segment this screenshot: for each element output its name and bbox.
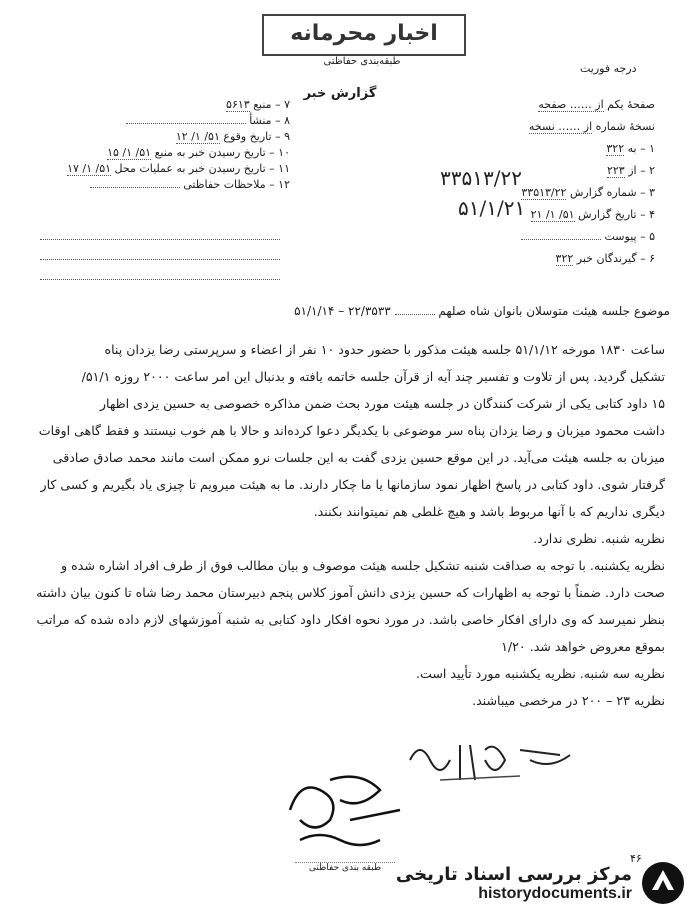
- watermark-text: [396, 864, 632, 903]
- body-line: داشت محمود میزبان و رضا یزدان پناه سر موضوعی با یکدیگر دعوا کرده‌اند و حالا با هم خوب نیستند و فقط گاهی اوقات: [38, 423, 665, 438]
- note-23: نظریه ۲۳ – ۲۰۰ در مرخصی میباشند.: [472, 693, 665, 708]
- footer-classification: طبقه بندی حفاظتی: [295, 862, 395, 873]
- field-row: ۶ – گیرندگان خبر ۳۲۲: [555, 252, 655, 265]
- subject-line: موضوع جلسه هیئت متوسلان بانوان شاه صلهم ۲۲/۳۵۳۳ – ۵۱/۱/۱۴: [294, 304, 670, 318]
- note-yekshanbe: نظریه یکشنبه. با توجه به صداقت شنبه تشکیل جلسه هیئت موصوف و بیان مطالب فوق از طرف افراد اشاره شده و صحت دارد. ضمناً با توجه به اظهارات که حسین یزدی دانش آموز کلاس پنجم دبیرستان محمد رضا شاه تا کنون بیان داشته بنظر نمیرسد که وی دارای افکار خاصی باشد. در مورد نحوه افکار داود کتابی به شنبه آموزشهای لازم داده شده که مراتب بموقع معروض خواهد شد. ۱/۲۰: [36, 558, 665, 654]
- field-row: ۲ – از ۲۲۳: [606, 164, 655, 177]
- body-line: ۱۵ داود کتابی یکی از شرکت کنندگان در جلسه هیئت مورد بحث ضمن مذاکره خصوصی به حسین یزدی اظهار: [99, 396, 665, 411]
- classification-stamp: اخبار محرمانه: [262, 14, 466, 56]
- blank-line: [40, 264, 280, 280]
- field-row: ۵ – پیوست: [415, 230, 655, 252]
- field-row: ۹ – تاریخ وقوع ۵۱/ ۱/ ۱۲: [175, 130, 290, 143]
- body-line: ساعت ۱۸۳۰ مورخه ۵۱/۱/۱۲ جلسه هیئت مذکور با حضور حدود ۱۰ نفر از اعضاء و سرپرستی رضا یزدان پناه: [104, 342, 665, 357]
- site-url: historydocuments.ir: [478, 884, 632, 902]
- body-line: گرفتار شوی. داود کتابی در پاسخ اظهار نمود سازمانها یا ما چکار دارند. ما به هیئت میرویم تا چیزی یاد بگیریم و کسی کار: [40, 477, 665, 492]
- archive-logo-icon: [640, 860, 686, 906]
- field-row: ۸ – منشأ: [40, 114, 290, 130]
- note-shanbe: نظریه شنبه. نظری ندارد.: [533, 531, 665, 546]
- field-row: ۴ – تاریخ گزارش ۵۱/ ۱/ ۲۱: [530, 208, 655, 221]
- field-row: ۷ – منبع ۵۶۱۳: [226, 98, 290, 111]
- field-row: ۱۲ – ملاحظات حفاظتی: [40, 178, 290, 194]
- field-row: ۱۱ – تاریخ رسیدن خبر به عملیات محل ۵۱/ ۱/ ۱۷: [67, 162, 290, 175]
- blank-line: [40, 244, 280, 260]
- blank-lines: [40, 224, 280, 284]
- handwritten-registration-date: ۵۱/۱/۲۱: [458, 196, 526, 220]
- handwritten-signature-initials: [400, 730, 600, 790]
- classification-subtitle: طبقه‌بندی حفاظتی: [323, 56, 401, 67]
- left-header-fields: [40, 98, 290, 194]
- handwritten-registration-number: ۳۳۵۱۳/۲۲: [440, 166, 522, 190]
- site-title: مرکز بررسی اسناد تاریخی: [395, 863, 632, 885]
- field-row: ۱۰ – تاریخ رسیدن خبر به منبع ۵۱/ ۱/ ۱۵: [107, 146, 290, 159]
- archive-watermark: [396, 860, 686, 906]
- subject-dots: [395, 314, 435, 315]
- handwritten-signature-main: [260, 760, 420, 860]
- field-row: ۱ – به ۳۲۲: [606, 142, 655, 155]
- blank-line: [40, 224, 280, 240]
- field-row: صفحهٔ یکم از …… صفحه: [538, 98, 655, 111]
- page-number: ۴۶: [630, 852, 642, 865]
- body-line: دیگری نداریم که با آنها مربوط باشد و هیچ غلطی هم نمیتوانند بکنند.: [313, 504, 665, 519]
- report-body: [35, 336, 665, 714]
- body-line: تشکیل گردید. پس از تلاوت و تفسیر چند آیه از قرآن جلسه خاتمه یافته و بدنبال این امر ساعت ۲۰۰۰ روزه ۵۱/۱/: [81, 369, 665, 384]
- field-row: نسخهٔ شماره از …… نسخه: [528, 120, 655, 133]
- field-row: ۳ – شماره گزارش ۳۳۵۱۳/۲۲: [521, 186, 655, 199]
- priority-label: درجه فوریت: [580, 62, 637, 75]
- body-line: میزبان به جلسه هیئت می‌آید. در این موقع حسین یزدی گفت به این جلسات نرو ممکن است مانند محمد صادق صادقی: [52, 450, 665, 465]
- note-seshanbe: نظریه سه شنبه. نظریه یکشنبه مورد تأیید است.: [416, 666, 665, 681]
- report-title: گزارش خبر: [303, 86, 377, 101]
